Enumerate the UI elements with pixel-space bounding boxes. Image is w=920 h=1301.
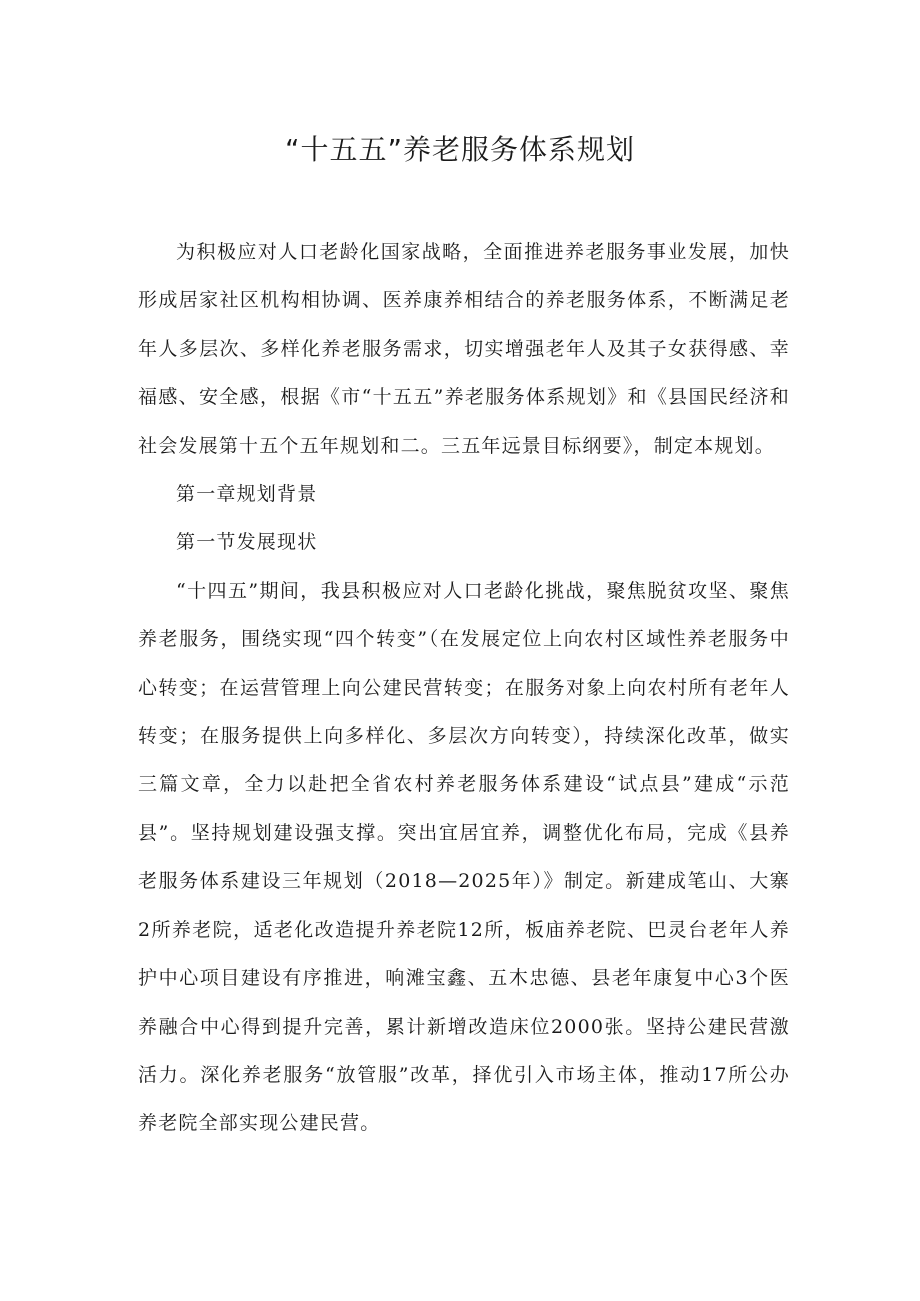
section-paragraph: “十四五”期间，我县积极应对人口老龄化挑战，聚焦脱贫攻坚、聚焦养老服务，围绕实现“四个转变”（在发展定位上向农村区域性养老服务中心转变；在运营管理上向公建民营转变；在服务对象上向农村所有老年人转变；在服务提供上向多样化、多层次方向转变），持续深化改革，做实三篇文章，全力以赴把全省农村养老服务体系建设“试点县”建成“示范县”。坚持规划建设强支撑。突出宜居宜养，调整优化布局，完成《县养老服务体系建设三年规划（2018—2025年）》制定。新建成笔山、大寨2所养老院，适老化改造提升养老院12所，板庙养老院、巴灵台老年人养护中心项目建设有序推进，响滩宝鑫、五木忠德、县老年康复中心3个医养融合中心得到提升完善，累计新增改造床位2000张。坚持公建民营激活力。深化养老服务“放管服”改革，择优引入市场主体，推动17所公办养老院全部实现公建民营。	[138, 579, 790, 1135]
document-title: “十五五”养老服务体系规划	[284, 133, 635, 166]
intro-paragraph: 为积极应对人口老龄化国家战略，全面推进养老服务事业发展，加快形成居家社区机构相协调、医养康养相结合的养老服务体系，不断满足老年人多层次、多样化养老服务需求，切实增强老年人及其子女获得感、幸福感、安全感，根据《市“十五五”养老服务体系规划》和《县国民经济和社会发展第十五个五年规划和二。三五年远景目标纲要》，制定本规划。	[138, 241, 790, 457]
section-heading: 第一节发展现状	[176, 531, 318, 554]
document-body	[138, 228, 790, 1148]
chapter-heading: 第一章规划背景	[176, 483, 318, 506]
